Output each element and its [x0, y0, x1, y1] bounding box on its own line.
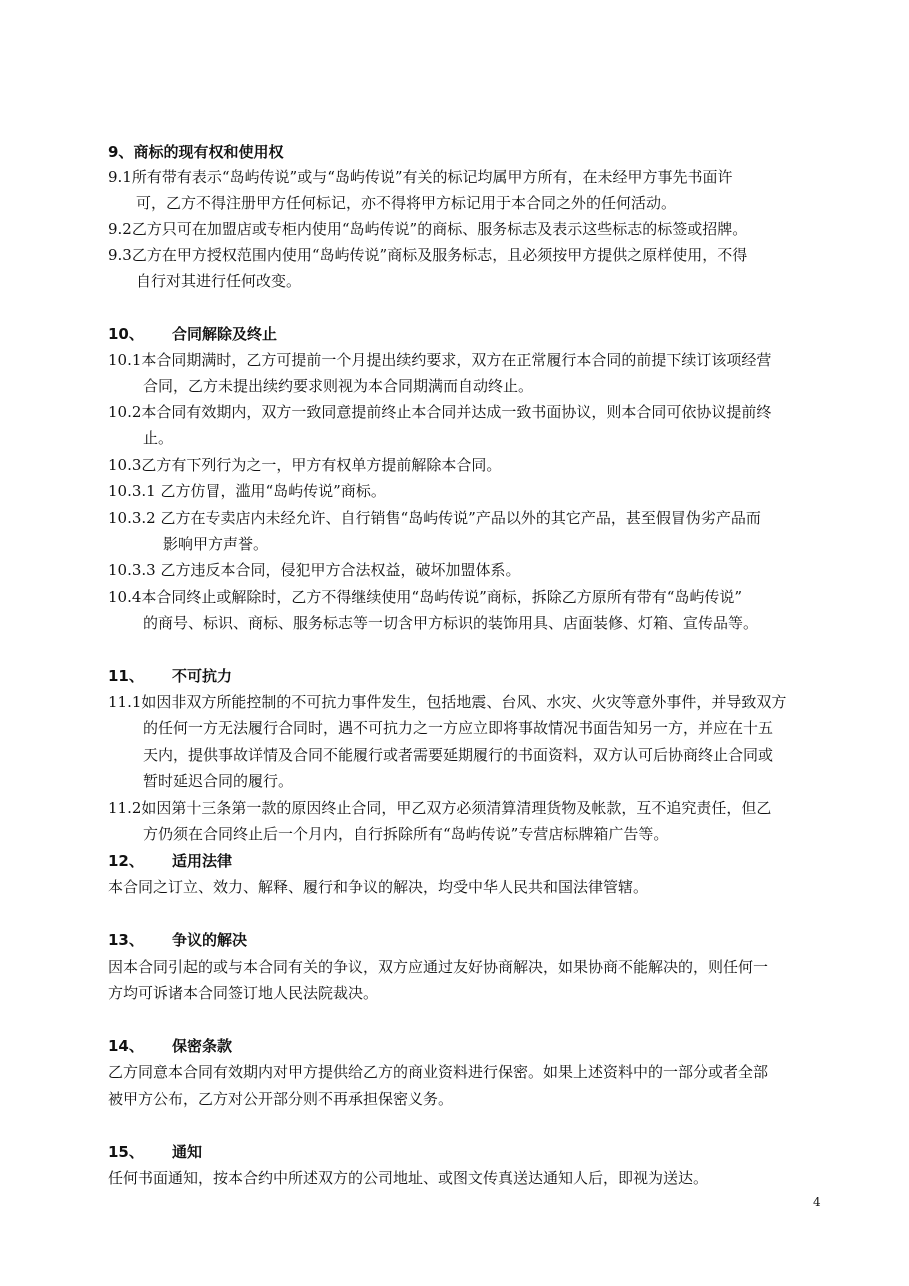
section-9-title: 商标的现有权和使用权	[133, 143, 284, 161]
section-10-title: 合同解除及终止	[172, 325, 278, 343]
section-10-heading	[108, 323, 909, 345]
section-15-title: 通知	[172, 1143, 203, 1161]
section-11-heading	[108, 665, 909, 687]
clause-11-2-line-2: 方仍须在合同终止后一个月内，自行拆除所有“岛屿传说”专营店标牌箱广告等。	[143, 825, 669, 843]
clause-11-1-line-3: 天内，提供事故详情及合同不能履行或者需要延期履行的书面资料，双方认可后协商终止合同或	[143, 746, 774, 764]
clause-10-3-3-line-1: 10.3.3 乙方违反本合同，侵犯甲方合法权益，破坏加盟体系。	[108, 561, 521, 579]
clause-9-1-line-2: 可，乙方不得注册甲方任何标记，亦不得将甲方标记用于本合同之外的任何活动。	[136, 194, 677, 212]
section-9-heading	[108, 141, 909, 163]
clause-14-line-2: 被甲方公布，乙方对公开部分则不再承担保密义务。	[108, 1090, 454, 1108]
section-12-heading	[108, 850, 909, 872]
section-10-number: 10、	[108, 325, 144, 343]
section-15-number: 15、	[108, 1143, 144, 1161]
clause-11-1-line-1: 11.1如因非双方所能控制的不可抗力事件发生，包括地震、台风、水灾、火灾等意外事件，并导致双方	[108, 693, 787, 711]
clause-9-2-line-1: 9.2乙方只可在加盟店或专柜内使用“岛屿传说”的商标、服务标志及表示这些标志的标签或招牌。	[108, 220, 748, 238]
clause-13-line-1: 因本合同引起的或与本合同有关的争议，双方应通过友好协商解决，如果协商不能解决的，则任何一	[108, 958, 769, 976]
clause-9-1-line-1: 9.1所有带有表示“岛屿传说”或与“岛屿传说”有关的标记均属甲方所有，在未经甲方事先书面许	[108, 168, 733, 186]
section-12-number: 12、	[108, 852, 144, 870]
page-number: 4	[813, 1195, 821, 1209]
section-13-heading	[108, 929, 909, 951]
section-11-number: 11、	[108, 667, 144, 685]
clause-10-4-line-2: 的商号、标识、商标、服务标志等一切含甲方标识的装饰用具、店面装修、灯箱、宣传品等。	[143, 614, 759, 632]
clause-10-3-line-1: 10.3乙方有下列行为之一，甲方有权单方提前解除本合同。	[108, 456, 502, 474]
clause-10-3-2-line-1: 10.3.2 乙方在专卖店内未经允许、自行销售“岛屿传说”产品以外的其它产品，甚至假冒伪劣产品而	[108, 509, 761, 527]
section-15-heading	[108, 1141, 909, 1163]
section-14-heading	[108, 1035, 909, 1057]
clause-11-1-line-4: 暂时延迟合同的履行。	[143, 772, 294, 790]
clause-9-3-line-2: 自行对其进行任何改变。	[136, 272, 302, 290]
section-12-title: 适用法律	[172, 852, 233, 870]
section-11-title: 不可抗力	[172, 667, 233, 685]
clause-14-line-1: 乙方同意本合同有效期内对甲方提供给乙方的商业资料进行保密。如果上述资料中的一部分或者全部	[108, 1063, 769, 1081]
section-14-title: 保密条款	[172, 1037, 233, 1055]
clause-9-3-line-1: 9.3乙方在甲方授权范围内使用“岛屿传说”商标及服务标志，且必须按甲方提供之原样使用，不得	[108, 246, 748, 264]
section-14-number: 14、	[108, 1037, 144, 1055]
clause-10-1-line-2: 合同，乙方未提出续约要求则视为本合同期满而自动终止。	[143, 377, 534, 395]
clause-10-3-2-line-2: 影响甲方声誉。	[163, 535, 269, 553]
clause-10-4-line-1: 10.4本合同终止或解除时，乙方不得继续使用“岛屿传说”商标，拆除乙方原所有带有“岛屿传说”	[108, 588, 743, 606]
clause-12-line-1: 本合同之订立、效力、解释、履行和争议的解决，均受中华人民共和国法律管辖。	[108, 878, 649, 896]
clause-15-line-1: 任何书面通知，按本合约中所述双方的公司地址、或图文传真送达通知人后，即视为送达。	[108, 1169, 709, 1187]
clause-10-1-line-1: 10.1本合同期满时，乙方可提前一个月提出续约要求，双方在正常履行本合同的前提下续订该项经营	[108, 351, 772, 369]
clause-11-1-line-2: 的任何一方无法履行合同时，遇不可抗力之一方应立即将事故情况书面告知另一方，并应在十五	[143, 719, 774, 737]
section-13-title: 争议的解决	[172, 931, 248, 949]
section-13-number: 13、	[108, 931, 144, 949]
section-9-number: 9、	[108, 143, 134, 161]
clause-10-2-line-2: 止。	[143, 429, 174, 447]
clause-13-line-2: 方均可诉诸本合同签订地人民法院裁决。	[108, 984, 379, 1002]
clause-10-2-line-1: 10.2本合同有效期内，双方一致同意提前终止本合同并达成一致书面协议，则本合同可依协议提前终	[108, 403, 772, 421]
clause-10-3-1-line-1: 10.3.1 乙方仿冒，滥用“岛屿传说”商标。	[108, 482, 386, 500]
clause-11-2-line-1: 11.2如因第十三条第一款的原因终止合同，甲乙双方必须清算清理货物及帐款，互不追究责任，但乙	[108, 799, 772, 817]
